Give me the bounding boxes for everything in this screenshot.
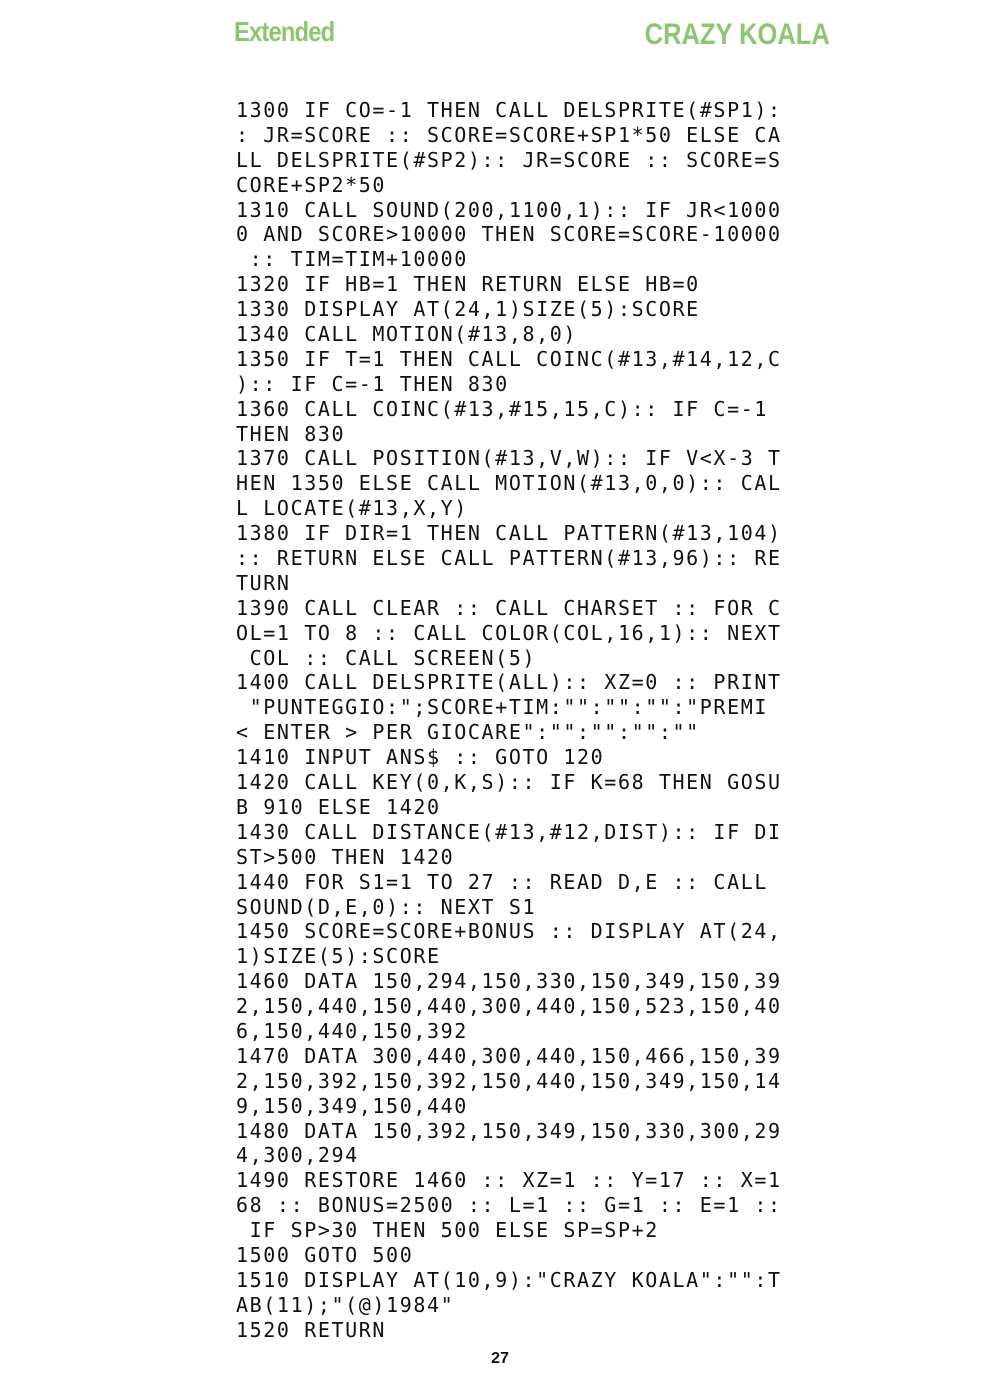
code-line: 9,150,349,150,440 [236,1093,468,1118]
code-line: 1500 GOTO 500 [236,1242,414,1267]
code-line: AB(11);"(@)1984" [236,1292,455,1317]
code-line: L LOCATE(#13,X,Y) [236,496,468,521]
code-line: LL DELSPRITE(#SP2):: JR=SCORE :: SCORE=S [236,147,782,172]
code-line: 1310 CALL SOUND(200,1100,1):: IF JR<1000 [236,197,782,222]
program-title: CRAZY KOALA [644,18,830,51]
code-line: SOUND(D,E,0):: NEXT S1 [236,894,537,919]
code-line: 1420 CALL KEY(0,K,S):: IF K=68 THEN GOSU [236,770,782,795]
code-line: 1380 IF DIR=1 THEN CALL PATTERN(#13,104) [236,521,782,546]
code-line: CORE+SP2*50 [236,172,387,197]
section-label: Extended [234,16,335,47]
code-line: 1490 RESTORE 1460 :: XZ=1 :: Y=17 :: X=1 [236,1168,782,1193]
code-line: 4,300,294 [236,1143,359,1168]
code-line: 1480 DATA 150,392,150,349,150,330,300,29 [236,1118,782,1143]
code-line: 68 :: BONUS=2500 :: L=1 :: G=1 :: E=1 :: [236,1193,782,1218]
code-line: 0 AND SCORE>10000 THEN SCORE=SCORE-10000 [236,222,782,247]
code-line: 1430 CALL DISTANCE(#13,#12,DIST):: IF DI [236,819,782,844]
code-line: COL :: CALL SCREEN(5) [236,645,537,670]
page-number: 27 [491,1350,509,1367]
code-line: 1450 SCORE=SCORE+BONUS :: DISPLAY AT(24, [236,919,782,944]
code-line: "PUNTEGGIO:";SCORE+TIM:"":"":"":"PREMI [236,695,768,720]
code-line: THEN 830 [236,421,346,446]
code-line: 1340 CALL MOTION(#13,8,0) [236,322,578,347]
code-line: 1440 FOR S1=1 TO 27 :: READ D,E :: CALL [236,869,768,894]
code-line: 1460 DATA 150,294,150,330,150,349,150,39 [236,969,782,994]
code-line: 1320 IF HB=1 THEN RETURN ELSE HB=0 [236,272,700,297]
code-line: 6,150,440,150,392 [236,1018,468,1043]
code-line: ):: IF C=-1 THEN 830 [236,371,509,396]
code-line: < ENTER > PER GIOCARE":"":"":"":"" [236,720,700,745]
code-line: HEN 1350 ELSE CALL MOTION(#13,0,0):: CAL [236,471,782,496]
code-line: 1410 INPUT ANS$ :: GOTO 120 [236,745,605,770]
code-line: 1350 IF T=1 THEN CALL COINC(#13,#14,12,C [236,346,782,371]
code-line: 1400 CALL DELSPRITE(ALL):: XZ=0 :: PRINT [236,670,782,695]
code-line: ST>500 THEN 1420 [236,844,455,869]
code-line: 1510 DISPLAY AT(10,9):"CRAZY KOALA":"":T [236,1267,782,1292]
basic-code-listing [236,98,782,1343]
code-line: 1360 CALL COINC(#13,#15,15,C):: IF C=-1 [236,396,768,421]
code-line: 1300 IF CO=-1 THEN CALL DELSPRITE(#SP1): [236,98,782,122]
code-line: OL=1 TO 8 :: CALL COLOR(COL,16,1):: NEXT [236,620,782,645]
code-line: :: TIM=TIM+10000 [236,247,468,272]
code-line: 1390 CALL CLEAR :: CALL CHARSET :: FOR C [236,595,782,620]
code-line: 2,150,392,150,392,150,440,150,349,150,14 [236,1068,782,1093]
code-line: 1470 DATA 300,440,300,440,150,466,150,39 [236,1043,782,1068]
code-line: 1330 DISPLAY AT(24,1)SIZE(5):SCORE [236,297,700,322]
code-line: :: RETURN ELSE CALL PATTERN(#13,96):: RE [236,546,782,571]
code-line: 1)SIZE(5):SCORE [236,944,441,969]
code-line: 1520 RETURN [236,1317,387,1342]
code-line: IF SP>30 THEN 500 ELSE SP=SP+2 [236,1218,659,1243]
code-line: B 910 ELSE 1420 [236,794,441,819]
code-line: TURN [236,570,291,595]
code-line: 2,150,440,150,440,300,440,150,523,150,40 [236,994,782,1019]
code-line: 1370 CALL POSITION(#13,V,W):: IF V<X-3 T [236,446,782,471]
code-line: : JR=SCORE :: SCORE=SCORE+SP1*50 ELSE CA [236,122,782,147]
